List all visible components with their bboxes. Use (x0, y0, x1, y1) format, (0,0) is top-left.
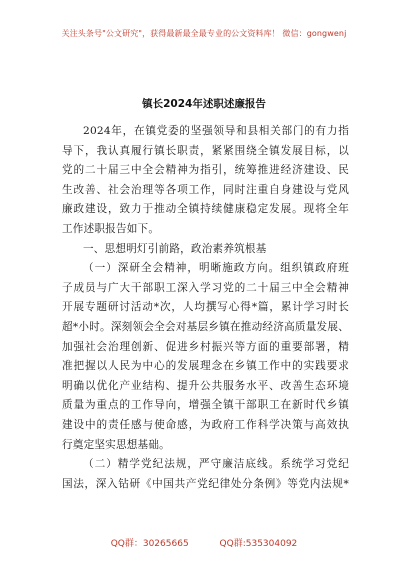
paragraph-line: 质量为重点的工作导向，增强全镇干部职工在新时代乡镇 (62, 399, 349, 412)
paragraph-line: 子成员与广大干部职工深入学习党的二十届三中全会精神 (62, 281, 349, 294)
paragraph-line: 行奠定坚实思想基础。 (62, 438, 170, 451)
paragraph-line: 开展专题研讨活动*次，人均撰写心得*篇，累计学习时长 (62, 301, 349, 314)
document-title: 镇长2024年述职述廉报告 (142, 98, 266, 110)
paragraph-line: 国法，深入钻研《中国共产党纪律处分条例》等党内法规* (62, 477, 349, 490)
paragraph-line: 2024年，在镇党委的坚强领导和县相关部门的有力指 (83, 125, 349, 137)
paragraph-line: 建设中的责任感与使命感，为政府工作科学决策与高效执 (62, 418, 349, 431)
paragraph-line: 导下，我认真履行镇长职责，紧紧围绕全镇发展目标，以 (62, 144, 349, 157)
footer-qq-group-1: QQ群：30265665 (110, 539, 189, 549)
paragraph-line: 工作述职报告如下。 (62, 222, 160, 235)
paragraph-line: 明确以优化产业结构、提升公共服务水平、改善生态环境 (62, 379, 349, 392)
paragraph-line: （一）深研全会精神，明晰施政方向。组织镇政府班 (83, 262, 349, 275)
footer-qq-group-2: QQ群:535304092 (219, 539, 298, 549)
header-banner: 关注头条号"公文研究"，获得最新最全最专业的公文资料库！ 微信：gongwenj (61, 29, 347, 38)
document-body (62, 122, 349, 494)
paragraph-line: 加强社会治理创新、促进乡村振兴等方面的重要部署，精 (62, 340, 349, 353)
paragraph-line: 准把握以人民为中心的发展理念在乡镇工作中的实践要求 (62, 360, 349, 373)
paragraph-line: 党的二十届三中全会精神为指引，统筹推进经济建设、民 (62, 164, 349, 177)
paragraph-line: （二）精学党纪法规，严守廉洁底线。系统学习党纪 (83, 458, 349, 471)
footer-contact (0, 536, 408, 549)
section-heading: 一、思想明灯引前路，政治素养筑根基 (83, 242, 267, 255)
paragraph-line: 超*小时。深刻领会全会对基层乡镇在推动经济高质量发展、 (62, 320, 349, 333)
paragraph-line: 廉政建设，致力于推动全镇持续健康稳定发展。现将全年 (62, 203, 349, 216)
paragraph-line: 生改善、社会治理等各项工作，同时注重自身建设与党风 (62, 183, 349, 196)
